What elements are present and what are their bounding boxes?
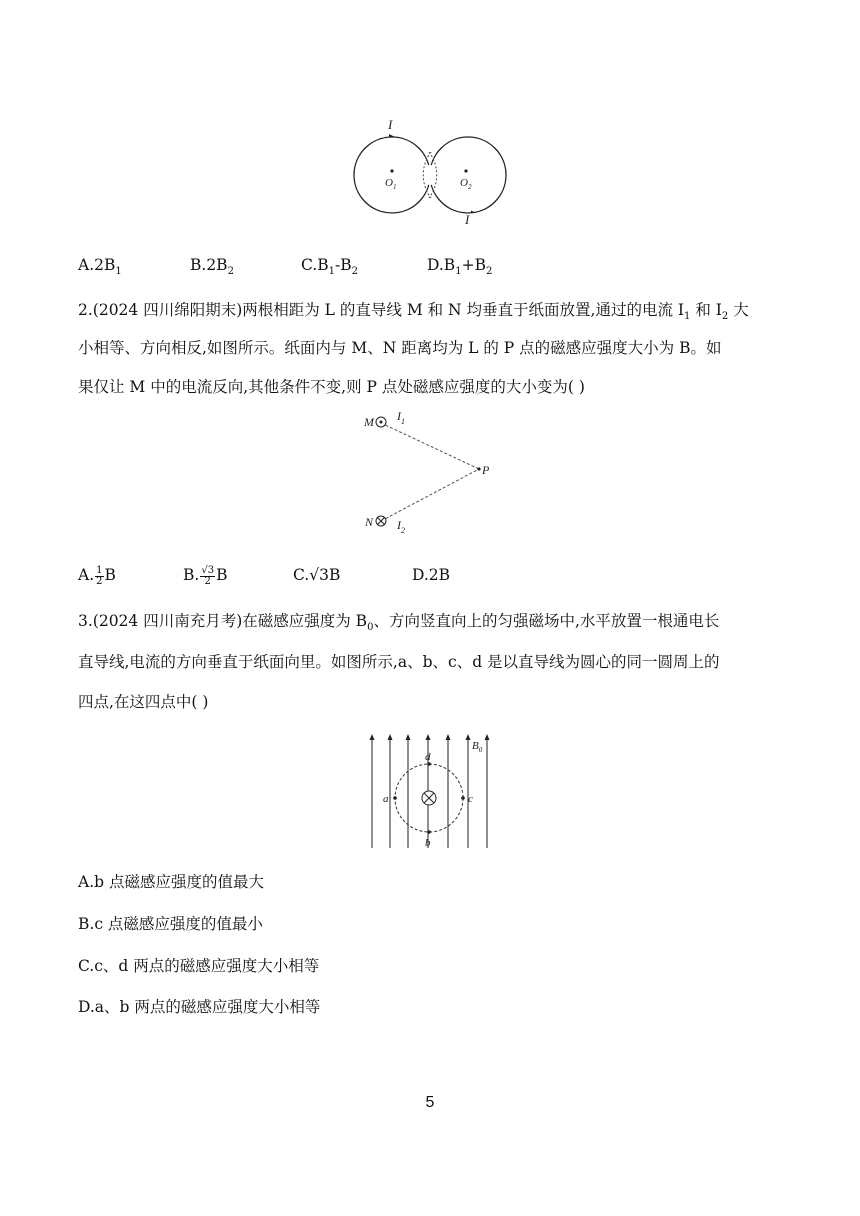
current-label-top: I (388, 117, 393, 132)
label-i2: $I_2$ (397, 518, 405, 535)
figure-uniform-field (368, 732, 494, 850)
q2-option-a[interactable]: A. $\frac{1}{2}$ B (78, 564, 116, 587)
label-b0: $B_0$ (472, 740, 483, 754)
point-b-dot (427, 830, 431, 834)
label-d: d (425, 751, 431, 763)
point-p-dot (477, 467, 480, 470)
label-n: N (365, 515, 374, 529)
center-dot-1 (390, 169, 393, 172)
q2-line-1: 2.(2024 四川绵阳期末)两根相距为 L 的直导线 M 和 N 均垂直于纸面放置,通过的电流 $I_1$ 和 $I_2$ 大 (78, 301, 749, 323)
q2-option-b[interactable]: B. $\frac{√3}{2}$ B (183, 564, 228, 587)
point-a-dot (393, 796, 397, 800)
label-p: P (482, 463, 490, 477)
q3-line-1: 3.(2024 四川南充月考)在磁感应强度为 $B_0$、方向竖直向上的匀强磁场中,水平放置一根通电长 (78, 612, 720, 634)
q3-option-d[interactable]: D.a、b 两点的磁感应强度大小相等 (78, 998, 321, 1016)
current-label-bottom: I (465, 212, 470, 227)
q2-line-2: 小相等、方向相反,如图所示。纸面内与 M、N 距离均为 L 的 P 点的磁感应强度大小为 B。如 (78, 339, 722, 357)
q3-line-2: 直导线,电流的方向垂直于纸面向里。如图所示,a、b、c、d 是以直导线为圆心的同一圆周上的 (78, 653, 720, 671)
label-a: a (383, 793, 389, 805)
dashed-line-np (381, 469, 479, 521)
q1-option-c[interactable]: $C.B_1-B_2$ (301, 256, 359, 278)
q1-option-d[interactable]: $D.B_1+B_2$ (427, 256, 493, 278)
q3-option-b[interactable]: B.c 点磁感应强度的值最小 (78, 915, 263, 933)
label-i1: $I_1$ (397, 409, 405, 426)
dashed-line-mp (381, 423, 479, 469)
center-dot-2 (464, 169, 467, 172)
q1-option-a[interactable]: $A.2B_1$ (78, 256, 122, 278)
q2-line-3: 果仅让 M 中的电流反向,其他条件不变,则 P 点处磁感应强度的大小变为( ) (78, 378, 585, 396)
q2-option-d[interactable]: D.2B (412, 566, 451, 584)
loop-right (430, 137, 506, 213)
q3-option-c[interactable]: C.c、d 两点的磁感应强度大小相等 (78, 957, 320, 975)
point-c-dot (461, 796, 465, 800)
q2-option-c[interactable]: C.√3B (293, 566, 341, 584)
figure-two-loops (340, 110, 530, 230)
label-c: c (468, 793, 473, 805)
figure-wires-mn (362, 406, 502, 546)
center-label-2: $O_2$ (460, 177, 472, 191)
label-m: M (364, 415, 374, 429)
current-arrow-top (389, 134, 394, 137)
q1-option-b[interactable]: $B.2B_2$ (190, 256, 234, 278)
q3-line-3: 四点,在这四点中( ) (78, 693, 209, 711)
loop-left (354, 137, 430, 213)
page-number: 5 (425, 1094, 435, 1111)
q3-option-a[interactable]: A.b 点磁感应强度的值最大 (78, 873, 264, 891)
center-label-1: $O_1$ (385, 177, 397, 191)
label-b: b (425, 837, 431, 849)
